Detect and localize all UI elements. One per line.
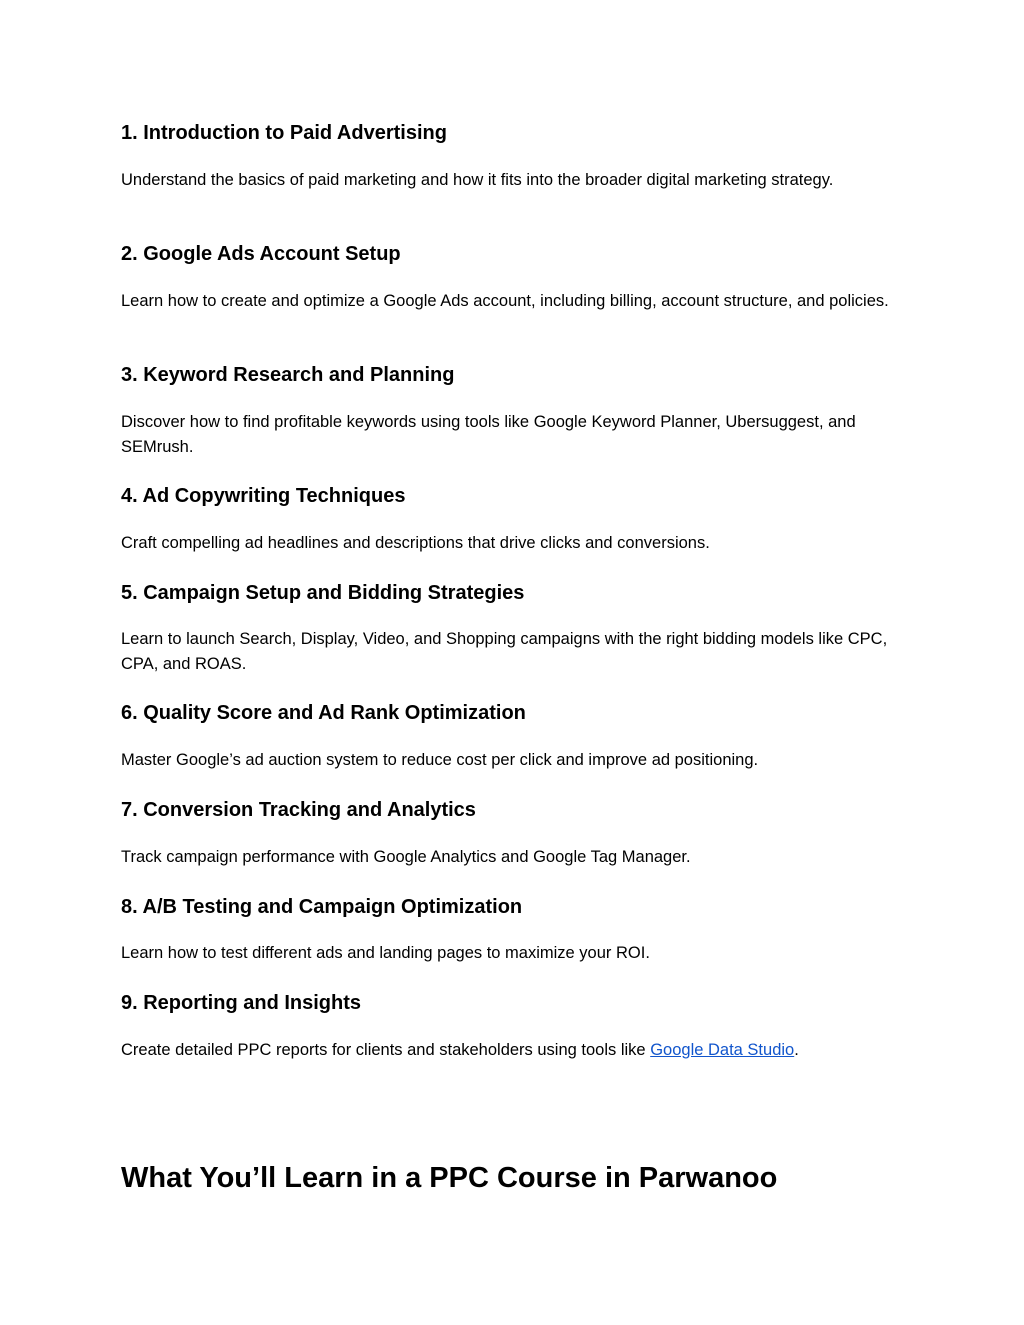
section-heading-8: 8. A/B Testing and Campaign Optimization (121, 896, 523, 918)
section-body-9-prefix: Create detailed PPC reports for clients and stakeholders using tools like (121, 1041, 651, 1059)
section-body-9-suffix: . (794, 1041, 799, 1059)
section-heading-1: 1. Introduction to Paid Advertising (121, 122, 447, 144)
section-body-9 (121, 1038, 901, 1063)
section-heading-3: 3. Keyword Research and Planning (121, 364, 455, 386)
section-heading-5: 5. Campaign Setup and Bidding Strategies (121, 582, 525, 604)
section-heading-4: 4. Ad Copywriting Techniques (121, 485, 406, 507)
section-body-5: Learn to launch Search, Display, Video, and Shopping campaigns with the right bidding models like CPC, CPA, and ROAS. (121, 630, 888, 673)
google-data-studio-link[interactable]: Google Data Studio (650, 1041, 795, 1059)
section-body-4: Craft compelling ad headlines and descriptions that drive clicks and conversions. (121, 534, 710, 552)
section-heading-9: 9. Reporting and Insights (121, 992, 362, 1014)
section-body-2: Learn how to create and optimize a Google Ads account, including billing, account structure, and policies. (121, 292, 889, 310)
section-heading-2: 2. Google Ads Account Setup (121, 243, 401, 265)
section-body-1: Understand the basics of paid marketing and how it fits into the broader digital marketing strategy. (121, 171, 834, 189)
section-heading-6: 6. Quality Score and Ad Rank Optimization (121, 702, 526, 724)
section-body-6: Master Google’s ad auction system to reduce cost per click and improve ad positioning. (121, 751, 759, 769)
section-heading-7: 7. Conversion Tracking and Analytics (121, 799, 476, 821)
section-body-3: Discover how to find profitable keywords using tools like Google Keyword Planner, Ubersuggest, and SEMrush. (121, 413, 856, 456)
main-heading: What You’ll Learn in a PPC Course in Parwanoo (121, 1162, 778, 1194)
section-body-7: Track campaign performance with Google Analytics and Google Tag Manager. (121, 848, 691, 866)
section-body-8: Learn how to test different ads and landing pages to maximize your ROI. (121, 944, 650, 962)
